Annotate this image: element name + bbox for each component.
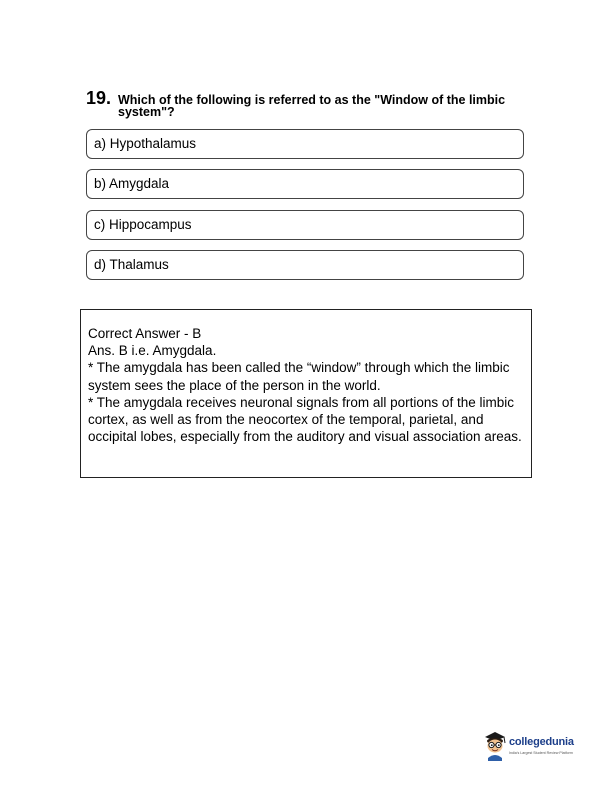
collegedunia-logo (482, 730, 582, 766)
option-a[interactable]: a) Hypothalamus (86, 129, 524, 159)
student-mascot-icon (482, 730, 508, 762)
question-number: 19. (86, 88, 112, 108)
option-b[interactable]: b) Amygdala (86, 169, 524, 199)
explanation-point-1: * The amygdala has been called the “window” through which the limbic system sees the place of the person in the world. (88, 360, 510, 393)
explanation-point-2: * The amygdala receives neuronal signals from all portions of the limbic cortex, as well as from the neocortex of the temporal, parietal, and occipital lobes, especially from the auditory and visual association areas. (88, 394, 522, 445)
logo-tagline: India's Largest Student Review Platform (509, 751, 573, 755)
option-c[interactable]: c) Hippocampus (86, 210, 524, 240)
answer-line: Ans. B i.e. Amygdala. (88, 343, 217, 359)
correct-answer: Correct Answer - B (88, 326, 202, 341)
logo-wordmark: collegedunia (509, 736, 574, 748)
answer-box (80, 309, 532, 478)
question-text: Which of the following is referred to as the "Window of the limbic system"? (118, 93, 506, 119)
option-d[interactable]: d) Thalamus (86, 250, 524, 280)
